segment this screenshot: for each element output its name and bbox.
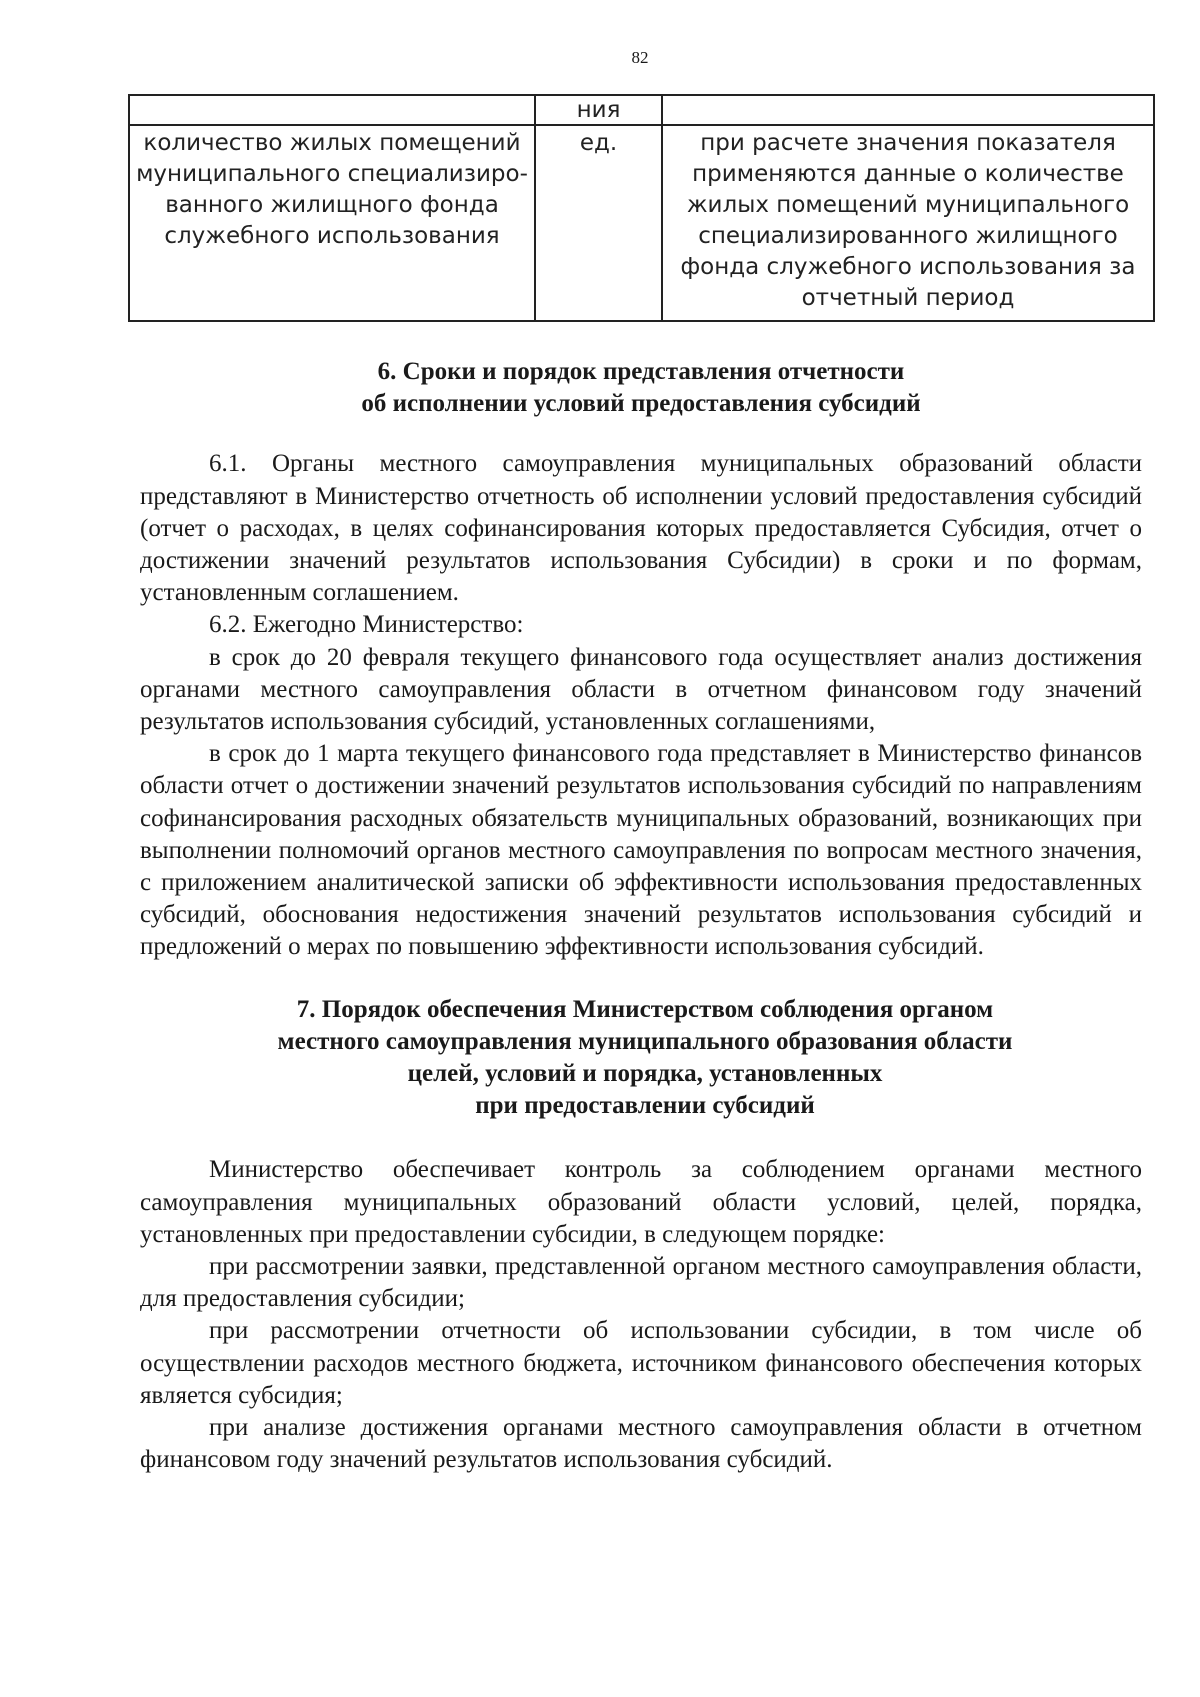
section-6-heading xyxy=(140,356,1142,420)
note-cell: при расчете значения показателя применяются данные о количестве жилых помещений муниципального специализированного жилищного фонда служебного использования за отчетный период xyxy=(662,125,1154,321)
paragraph: при анализе достижения органами местного самоуправления области в отчетном финансовом году значений результатов использования субсидий. xyxy=(140,1414,1142,1474)
indicators-table xyxy=(128,94,1155,322)
unit-cell: ед. xyxy=(535,125,662,321)
paragraph: при рассмотрении отчетности об использовании субсидии, в том числе об осуществлении расходов местного бюджета, источником финансового обеспечения которых является субсидия; xyxy=(140,1317,1142,1409)
table-header-row xyxy=(129,95,1154,125)
indicator-cell: количество жилых помещений муниципального специализированного жилищного фонда служебного использования xyxy=(129,125,535,321)
table-row xyxy=(129,125,1154,321)
section-7-title-line: при предоставлении субсидий xyxy=(475,1092,815,1120)
section-6-title-line: 6. Сроки и порядок представления отчетности xyxy=(377,358,905,385)
paragraph: 6.2. Ежегодно Министерство: xyxy=(209,611,524,639)
paragraph: в срок до 20 февраля текущего финансового года осуществляет анализ достижения органами местного самоуправления области в отчетном финансовом году значений результатов использования субсидий, установленных соглашениями, xyxy=(140,643,1142,736)
page-number: 82 xyxy=(631,48,649,67)
section-7-title-line: местного самоуправления муниципального образования области xyxy=(277,1027,1013,1055)
section-6-title-line: об исполнении условий предоставления субсидий xyxy=(361,390,921,418)
document-body xyxy=(140,356,1142,1477)
section-7-title-line: целей, условий и порядка, установленных xyxy=(407,1060,883,1088)
table-header-cell xyxy=(129,95,535,125)
section-7-heading xyxy=(140,994,1142,1123)
table-header-cell xyxy=(662,95,1154,125)
table-header-cell: ния xyxy=(535,95,662,125)
paragraph: Министерство обеспечивает контроль за соблюдением органами местного самоуправления муниципальных образований области условий, целей, порядка, установленных при предоставлении субсидии, в следующем порядке: xyxy=(140,1156,1142,1248)
paragraph: 6.1. Органы местного самоуправления муниципальных образований области представляют в Министерство отчетность об исполнении условий предоставления субсидий (отчет о расходах, в целях софинансирования которых предоставляется Субсидия, отчет о достижении значений результатов использования Субсидии) в сроки и по формам, установленным соглашением. xyxy=(140,450,1142,607)
indicators-table-wrap xyxy=(128,94,1155,322)
paragraph: при рассмотрении заявки, представленной органом местного самоуправления области, для предоставления субсидии; xyxy=(140,1253,1142,1313)
section-7-title-line: 7. Порядок обеспечения Министерством соблюдения органом xyxy=(296,995,994,1023)
paragraph: в срок до 1 марта текущего финансового года представляет в Министерство финансов области отчет о достижении значений результатов использования субсидий по направлениям софинансирования расходных обязательств муниципальных образований, возникающих при выполнении полномочий органов местного самоуправления по вопросам местного значения, с приложением аналитической записки об эффективности использования предоставленных субсидий, обоснования недостижения значений результатов использования субсидий и предложений о мерах по повышению эффективности использования субсидий. xyxy=(140,740,1142,961)
